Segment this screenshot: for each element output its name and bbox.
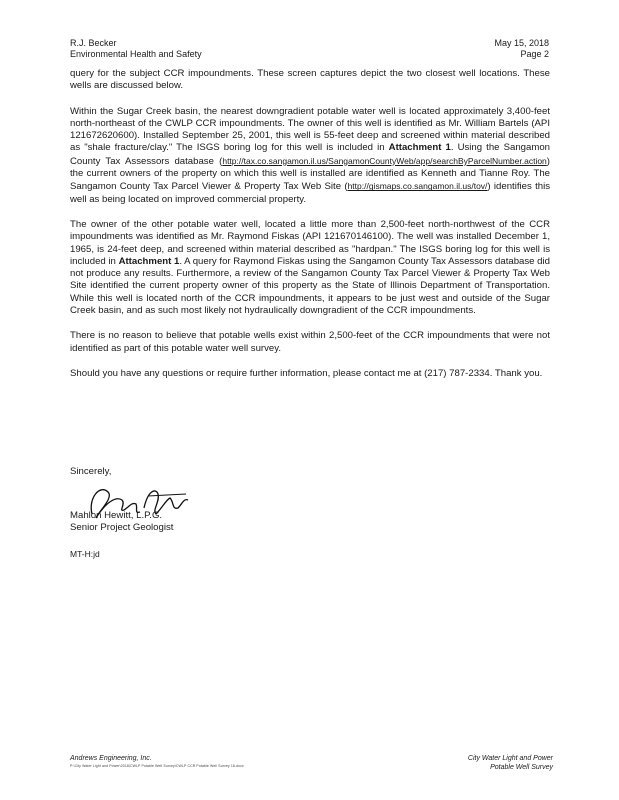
paragraph-5: Should you have any questions or require further information, please contact me at (217) 787-2334. Thank you.	[70, 367, 543, 379]
signer-title: Senior Project Geologist	[70, 522, 174, 534]
paragraph-3-text-a: The owner of the other potable water well, located a little more than 2,500-feet north-northwest of the CCR impoundments was identified as Mr. Raymond Fiskas (API 121670146100). The well was installed December 1, 1965, is 24-feet deep, and screened within material described as "hardpan." The ISGS boring log for this well is included in	[70, 218, 550, 267]
parcel-viewer-link[interactable]: http://gismaps.co.sangamon.il.us/tov/	[347, 181, 488, 192]
salutation: Sincerely,	[70, 466, 112, 477]
header-right	[494, 38, 549, 60]
header-date: May 15, 2018	[494, 38, 549, 48]
paragraph-3	[70, 219, 550, 317]
paragraph-3-text-b: . A query for Raymond Fiskas using the Sangamon County Tax Assessors database did not produce any results. Furthermore, a review of the Sangamon County Tax Parcel Viewer & Property Tax Web Site identified the current property owner of this property as the State of Illinois Department of Transportation. While this well is located north of the CCR impoundments, it appears to be just west and outside of the Sugar Creek basin, and as such most likely not hydraulically downgradient of the CCR impoundments.	[70, 255, 550, 317]
attachment-reference: Attachment 1	[118, 255, 180, 267]
signature-block	[70, 510, 173, 535]
header-left	[70, 38, 202, 60]
paragraph-4: There is no reason to believe that potable wells exist within 2,500-feet of the CCR impoundments that were not identified as part of this potable water well survey.	[70, 330, 550, 354]
footer-left	[70, 754, 244, 769]
signer-name: Mahlon Hewitt, L.P.G.	[70, 510, 163, 521]
header-page-number: Page 2	[520, 49, 549, 59]
footer-project: Potable Well Survey	[490, 764, 553, 771]
paragraph-1: query for the subject CCR impoundments. These screen captures depict the two closest well locations. These wells are discussed below.	[70, 68, 550, 92]
footer-right	[468, 754, 553, 772]
paragraph-2-text-a: Within the Sugar Creek basin, the nearest downgradient potable water well is located approximately 3,400-feet north-northeast of the CWLP CCR impoundments. The owner of this well is identified as Mr. William Bartels (API 121672620600). Installed September 25, 2001, this well is 55-feet deep and screened within material described as "shale fracture/clay." The ISGS boring log for this well is included in	[70, 105, 550, 154]
paragraph-2	[70, 106, 550, 206]
footer-client: City Water Light and Power	[467, 755, 553, 762]
header-department: Environmental Health and Safety	[70, 49, 202, 59]
paragraph-2-text-c: ) the current owners of the property on which this well is installed are identified as Kenneth and Tianne Roy. The Sangamon County Tax Parcel Viewer & Property Tax Web Site (	[70, 155, 550, 193]
footer-file-path: P:\City Water Light and Power\2018\CWLP Potable Well Survey\CWLP CCR Potable Well Survey 18.docx	[70, 764, 244, 768]
attachment-reference: Attachment 1	[388, 142, 451, 154]
letter-body	[70, 68, 550, 393]
paragraph-2-text-d: ) identifies this well as being located on improved commercial property.	[70, 181, 551, 205]
paragraph-2-text-b: . Using the Sangamon County Tax Assessors database (	[70, 142, 550, 167]
typist-initials: MT-H:jd	[70, 549, 100, 559]
tax-assessor-link[interactable]: http://tax.co.sangamon.il.us/SangamonCountyWeb/app/searchByParcelNumber.action	[222, 155, 547, 166]
footer-firm: Andrews Engineering, Inc.	[70, 755, 152, 762]
header-author: R.J. Becker	[70, 38, 117, 48]
